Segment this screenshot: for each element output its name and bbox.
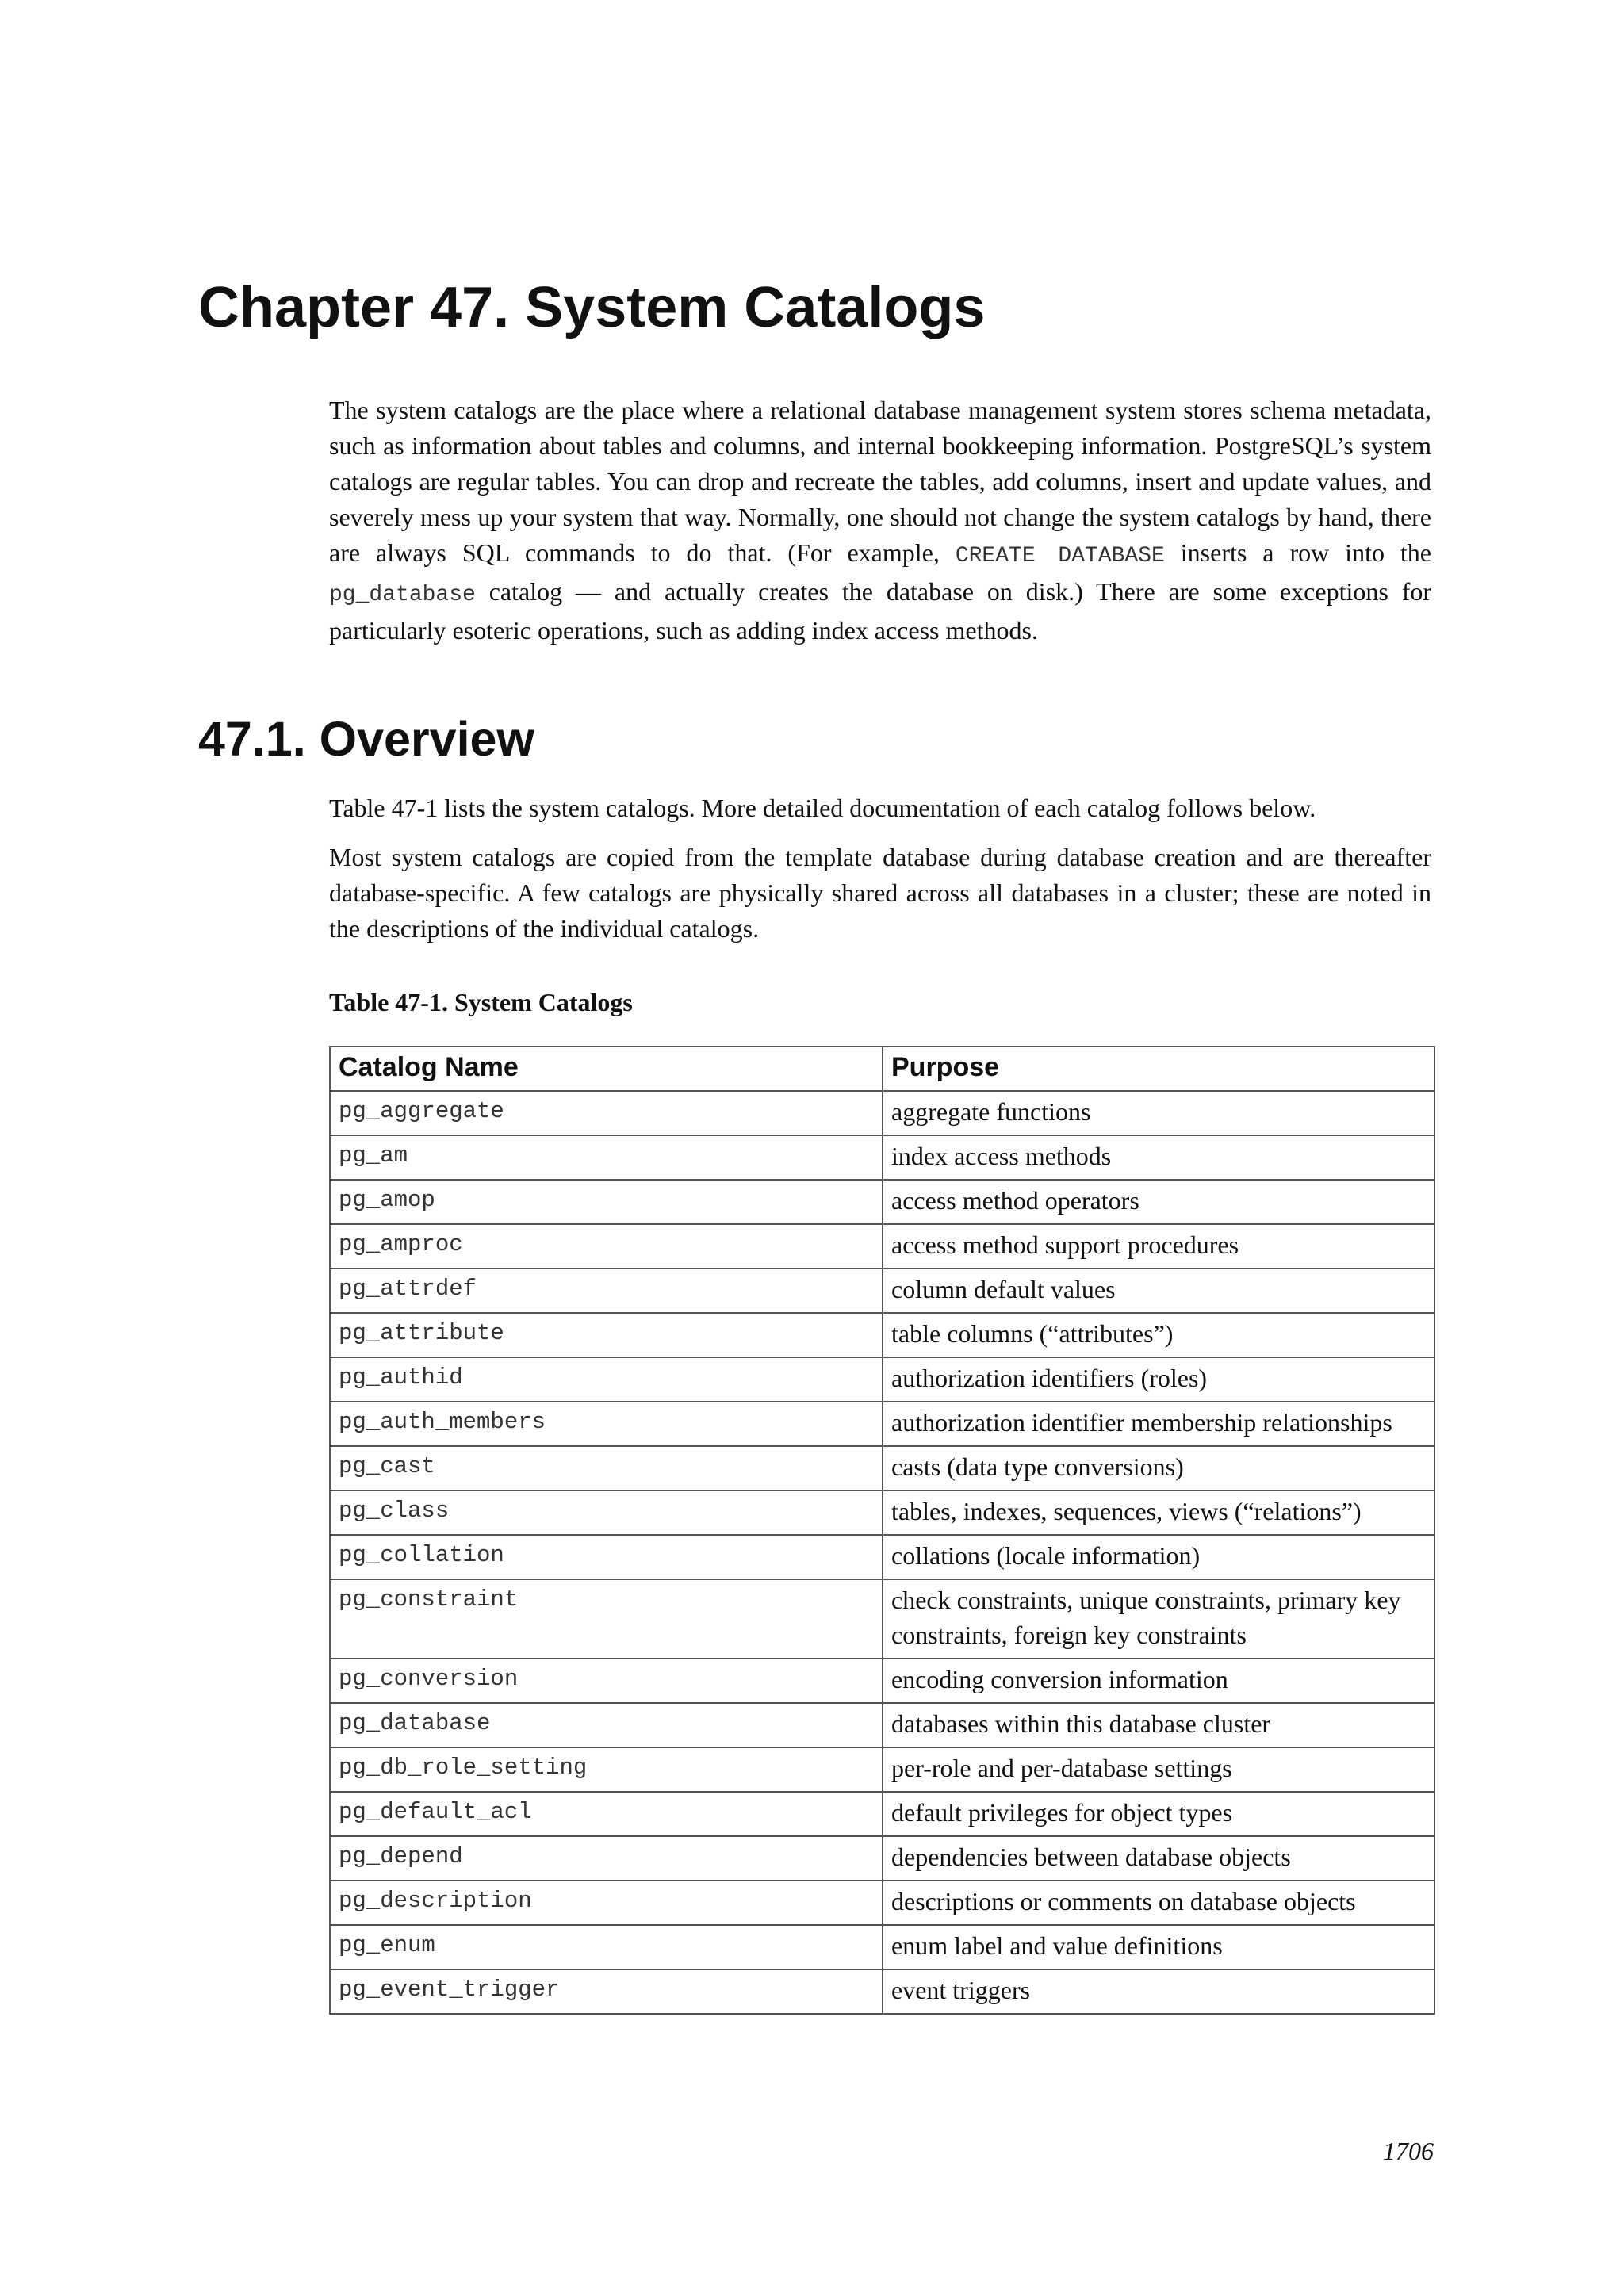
catalog-name-cell: pg_constraint bbox=[330, 1579, 883, 1659]
table-row bbox=[330, 1969, 1434, 2014]
catalog-purpose-cell: aggregate functions bbox=[883, 1091, 1434, 1135]
catalog-name-cell: pg_cast bbox=[330, 1446, 883, 1490]
table-row bbox=[330, 1446, 1434, 1490]
catalog-name-cell: pg_authid bbox=[330, 1357, 883, 1402]
catalog-purpose-cell: collations (locale information) bbox=[883, 1535, 1434, 1579]
table-row bbox=[330, 1881, 1434, 1925]
header-purpose: Purpose bbox=[883, 1047, 1434, 1091]
catalog-purpose-cell: enum label and value definitions bbox=[883, 1925, 1434, 1969]
catalog-purpose-cell: index access methods bbox=[883, 1135, 1434, 1180]
table-row bbox=[330, 1490, 1434, 1535]
catalog-purpose-cell: default privileges for object types bbox=[883, 1792, 1434, 1836]
table-row bbox=[330, 1091, 1434, 1135]
catalog-purpose-cell: tables, indexes, sequences, views (“relations”) bbox=[883, 1490, 1434, 1535]
catalog-name-cell: pg_event_trigger bbox=[330, 1969, 883, 2014]
catalog-name-cell: pg_amop bbox=[330, 1180, 883, 1224]
overview-paragraph-1: Table 47-1 lists the system catalogs. More detailed documentation of each catalog follows below. bbox=[329, 794, 1316, 822]
table-row bbox=[330, 1402, 1434, 1446]
table-row bbox=[330, 1703, 1434, 1747]
table-row bbox=[330, 1313, 1434, 1357]
table-row bbox=[330, 1180, 1434, 1224]
intro-text-1: The system catalogs are the place where a relational database management system stores schema metadata, such as information about tables and columns, and internal bookkeeping information. PostgreSQL’s system catalogs are regular tables. You can drop and recreate the tables, add columns, insert and update values, and severely mess up your system that way. Normally, one should not change the system catalogs by hand, there are always SQL commands to do that. (For example, bbox=[329, 396, 1431, 567]
chapter-title: Chapter 47. System Catalogs bbox=[198, 276, 986, 339]
catalog-name-cell: pg_class bbox=[330, 1490, 883, 1535]
section-title: 47.1. Overview bbox=[198, 712, 534, 766]
table-row bbox=[330, 1747, 1434, 1792]
table-row bbox=[330, 1135, 1434, 1180]
catalog-purpose-cell: encoding conversion information bbox=[883, 1659, 1434, 1703]
catalog-purpose-cell: authorization identifiers (roles) bbox=[883, 1357, 1434, 1402]
catalog-name-cell: pg_database bbox=[330, 1703, 883, 1747]
table-header-row bbox=[330, 1047, 1434, 1091]
catalog-purpose-cell: authorization identifier membership relationships bbox=[883, 1402, 1434, 1446]
catalog-purpose-cell: access method support procedures bbox=[883, 1224, 1434, 1269]
catalog-name-cell: pg_db_role_setting bbox=[330, 1747, 883, 1792]
code-create-database: CREATE DATABASE bbox=[955, 544, 1165, 568]
catalog-purpose-cell: table columns (“attributes”) bbox=[883, 1313, 1434, 1357]
overview-paragraph-2: Most system catalogs are copied from the template database during database creation and are thereafter database-specific. A few catalogs are physically shared across all databases in a cluster; these are noted in the descriptions of the individual catalogs. bbox=[329, 843, 1431, 943]
table-row bbox=[330, 1579, 1434, 1659]
catalog-purpose-cell: access method operators bbox=[883, 1180, 1434, 1224]
catalog-name-cell: pg_default_acl bbox=[330, 1792, 883, 1836]
catalog-purpose-cell: per-role and per-database settings bbox=[883, 1747, 1434, 1792]
table-body bbox=[330, 1091, 1434, 2014]
catalog-purpose-cell: event triggers bbox=[883, 1969, 1434, 2014]
table-row bbox=[330, 1357, 1434, 1402]
catalog-purpose-cell: casts (data type conversions) bbox=[883, 1446, 1434, 1490]
table-caption: Table 47-1. System Catalogs bbox=[329, 988, 633, 1016]
catalog-name-cell: pg_aggregate bbox=[330, 1091, 883, 1135]
table-row bbox=[330, 1269, 1434, 1313]
catalog-name-cell: pg_enum bbox=[330, 1925, 883, 1969]
catalog-purpose-cell: column default values bbox=[883, 1269, 1434, 1313]
catalog-purpose-cell: descriptions or comments on database objects bbox=[883, 1881, 1434, 1925]
catalog-name-cell: pg_amproc bbox=[330, 1224, 883, 1269]
page-number: 1706 bbox=[1383, 2137, 1434, 2165]
table-row bbox=[330, 1224, 1434, 1269]
intro-text-2: inserts a row into the bbox=[1164, 538, 1432, 567]
table-row bbox=[330, 1659, 1434, 1703]
table-row bbox=[330, 1925, 1434, 1969]
catalog-name-cell: pg_conversion bbox=[330, 1659, 883, 1703]
intro-text-3: catalog — and actually creates the database on disk.) There are some exceptions for particularly esoteric operations, such as adding index access methods. bbox=[329, 577, 1431, 645]
catalog-name-cell: pg_description bbox=[330, 1881, 883, 1925]
code-pg-database: pg_database bbox=[329, 583, 476, 607]
table-row bbox=[330, 1836, 1434, 1881]
catalog-name-cell: pg_attribute bbox=[330, 1313, 883, 1357]
intro-paragraph bbox=[329, 392, 1431, 649]
table-row bbox=[330, 1535, 1434, 1579]
table-row bbox=[330, 1792, 1434, 1836]
catalog-name-cell: pg_collation bbox=[330, 1535, 883, 1579]
catalog-purpose-cell: dependencies between database objects bbox=[883, 1836, 1434, 1881]
catalog-name-cell: pg_auth_members bbox=[330, 1402, 883, 1446]
header-catalog-name: Catalog Name bbox=[330, 1047, 883, 1091]
catalog-name-cell: pg_am bbox=[330, 1135, 883, 1180]
catalog-purpose-cell: check constraints, unique constraints, primary key constraints, foreign key constraints bbox=[883, 1579, 1434, 1659]
catalog-purpose-cell: databases within this database cluster bbox=[883, 1703, 1434, 1747]
system-catalogs-table bbox=[329, 1046, 1435, 2015]
catalog-name-cell: pg_attrdef bbox=[330, 1269, 883, 1313]
catalog-name-cell: pg_depend bbox=[330, 1836, 883, 1881]
